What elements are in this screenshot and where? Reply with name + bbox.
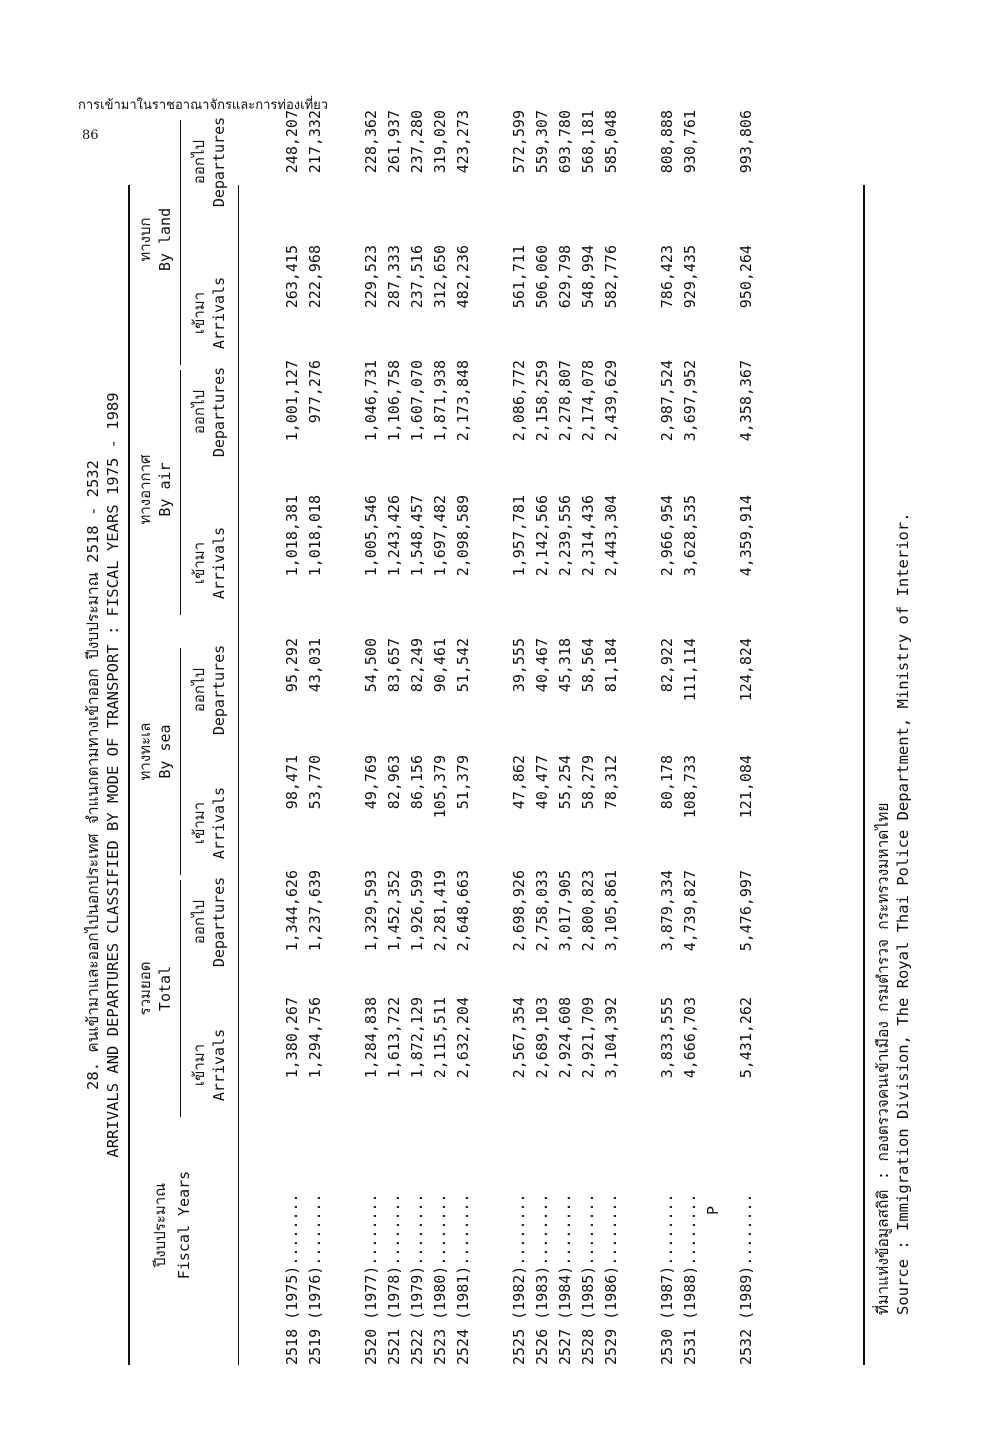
table-cell: 2,086,772: [510, 360, 528, 442]
table-cell: 1,243,426: [385, 495, 403, 577]
table-cell: 47,862: [510, 755, 528, 810]
table-cell: 4,666,703: [681, 997, 699, 1079]
row-label: 2530 (1987)........: [658, 1193, 676, 1365]
table-cell: 2,278,807: [556, 360, 574, 442]
table-cell: 582,776: [602, 245, 620, 309]
year-header-thai: ปีงบประมาณ: [151, 1182, 169, 1268]
table-cell: 2,648,663: [454, 870, 472, 952]
table-cell: 585,048: [602, 110, 620, 174]
table-cell: 2,987,524: [658, 360, 676, 442]
table-cell: 2,098,589: [454, 495, 472, 577]
arrivals-header-english: Arrivals: [210, 786, 228, 860]
table-cell: 1,294,756: [306, 997, 324, 1079]
table-cell: 51,379: [454, 755, 472, 810]
table-cell: 54,500: [362, 638, 380, 693]
table-cell: 1,018,381: [283, 495, 301, 577]
table-cell: 80,178: [658, 755, 676, 810]
table-cell: 2,439,629: [602, 360, 620, 442]
table-cell: 1,237,639: [306, 870, 324, 952]
table-cell: 2,632,204: [454, 997, 472, 1079]
table-cell: 228,362: [362, 110, 380, 174]
table-cell: 1,329,593: [362, 870, 380, 952]
table-cell: 4,739,827: [681, 870, 699, 952]
group-header-thai: ทางอากาศ: [136, 454, 154, 525]
table-cell: 2,698,926: [510, 870, 528, 952]
table-cell: 2,173,848: [454, 360, 472, 442]
table-cell: 78,312: [602, 755, 620, 810]
departures-header-english: Departures: [210, 116, 228, 208]
table-cell: 786,423: [658, 245, 676, 309]
row-label: 2525 (1982)........: [510, 1193, 528, 1365]
table-cell: 548,994: [579, 245, 597, 309]
arrivals-header-english: Arrivals: [210, 526, 228, 600]
arrivals-header-thai: เข้ามา: [190, 1043, 208, 1087]
table-cell: 263,415: [283, 245, 301, 309]
table-cell: 237,516: [408, 245, 426, 309]
table-cell: 2,314,436: [579, 495, 597, 577]
row-label: 2532 (1989)........: [737, 1193, 755, 1365]
table-cell: 55,254: [556, 755, 574, 810]
table-cell: 261,937: [385, 110, 403, 174]
table-cell: 229,523: [362, 245, 380, 309]
table-cell: 2,924,608: [556, 997, 574, 1079]
table-cell: 993,806: [737, 110, 755, 174]
group-header-english: By sea: [156, 724, 174, 779]
table-cell: 124,824: [737, 638, 755, 702]
table-cell: 248,207: [283, 110, 301, 174]
running-head: การเข้ามาในราชอาณาจักรและการท่องเที่ยว: [78, 98, 329, 113]
group-header-thai: รวมยอด: [136, 961, 154, 1016]
table-cell: 2,174,078: [579, 360, 597, 442]
table-cell: 3,628,535: [681, 495, 699, 577]
departures-header-english: Departures: [210, 366, 228, 458]
source-english: Source : Immigration Division, The Royal Thai Police Department, Ministry of Interior.: [894, 512, 912, 1315]
table-cell: 559,307: [533, 110, 551, 174]
departures-header-thai: ออกไป: [190, 139, 208, 185]
table-cell: 1,872,129: [408, 997, 426, 1079]
table-cell: 3,104,392: [602, 997, 620, 1079]
table-cell: 1,005,546: [362, 495, 380, 577]
table-cell: 693,780: [556, 110, 574, 174]
row-label: 2522 (1979)........: [408, 1193, 426, 1365]
arrivals-header-thai: เข้ามา: [190, 541, 208, 585]
header-rule: [238, 185, 239, 1365]
table-cell: 287,333: [385, 245, 403, 309]
table-cell: 319,020: [431, 110, 449, 174]
table-cell: 2,966,954: [658, 495, 676, 577]
departures-header-english: Departures: [210, 644, 228, 736]
table-cell: 572,599: [510, 110, 528, 174]
row-label: 2519 (1976)........: [306, 1193, 324, 1365]
table-cell: 950,264: [737, 245, 755, 309]
table-title-thai: 28. คนเข้ามาและออกไปนอกประเทศ จำแนกตามทางเข้าออก ปีงบประมาณ 2518 - 2532: [84, 460, 102, 1090]
table-cell: 108,733: [681, 755, 699, 819]
table-cell: 105,379: [431, 755, 449, 819]
arrivals-header-english: Arrivals: [210, 276, 228, 350]
departures-header-thai: ออกไป: [190, 899, 208, 945]
table-cell: 1,018,018: [306, 495, 324, 577]
table-cell: 222,968: [306, 245, 324, 309]
table-cell: 3,017,905: [556, 870, 574, 952]
table-cell: 5,476,997: [737, 870, 755, 952]
departures-header-thai: ออกไป: [190, 667, 208, 713]
table-cell: 1,106,758: [385, 360, 403, 442]
page-number: 86: [82, 128, 99, 143]
group-header-thai: ทางทะเล: [136, 722, 154, 781]
table-cell: 82,922: [658, 638, 676, 693]
table-cell: 43,031: [306, 638, 324, 693]
table-cell: 51,542: [454, 638, 472, 693]
row-label: 2526 (1983)........: [533, 1193, 551, 1365]
table-cell: 95,292: [283, 638, 301, 693]
rotated-table: [78, 110, 938, 1365]
table-cell: 2,758,033: [533, 870, 551, 952]
row-label: 2527 (1984)........: [556, 1193, 574, 1365]
table-cell: 2,921,709: [579, 997, 597, 1079]
table-cell: 482,236: [454, 245, 472, 309]
preliminary-marker: P: [704, 1205, 722, 1215]
table-cell: 237,280: [408, 110, 426, 174]
table-cell: 1,380,267: [283, 997, 301, 1079]
departures-header-thai: ออกไป: [190, 389, 208, 435]
table-cell: 217,332: [306, 110, 324, 174]
table-cell: 2,281,419: [431, 870, 449, 952]
table-cell: 39,555: [510, 638, 528, 693]
table-cell: 1,452,352: [385, 870, 403, 952]
table-cell: 312,650: [431, 245, 449, 309]
table-cell: 1,607,070: [408, 360, 426, 442]
table-cell: 2,800,823: [579, 870, 597, 952]
table-cell: 977,276: [306, 360, 324, 424]
table-cell: 1,548,457: [408, 495, 426, 577]
table-cell: 5,431,262: [737, 997, 755, 1079]
table-cell: 86,156: [408, 755, 426, 810]
table-cell: 930,761: [681, 110, 699, 174]
row-label: 2518 (1975)........: [283, 1193, 301, 1365]
table-cell: 929,435: [681, 245, 699, 309]
table-cell: 58,279: [579, 755, 597, 810]
bottom-rule: [863, 185, 865, 1365]
table-cell: 423,273: [454, 110, 472, 174]
row-label: 2529 (1986)........: [602, 1193, 620, 1365]
year-header-english: Fiscal Years: [175, 1170, 193, 1280]
table-cell: 40,467: [533, 638, 551, 693]
table-cell: 506,060: [533, 245, 551, 309]
table-cell: 82,249: [408, 638, 426, 693]
row-label: 2528 (1985)........: [579, 1193, 597, 1365]
group-underline: [180, 120, 181, 365]
group-header-thai: ทางบก: [136, 217, 154, 262]
table-cell: 568,181: [579, 110, 597, 174]
table-cell: 1,001,127: [283, 360, 301, 442]
table-cell: 2,239,556: [556, 495, 574, 577]
table-cell: 45,318: [556, 638, 574, 693]
table-cell: 2,115,511: [431, 997, 449, 1079]
arrivals-header-english: Arrivals: [210, 1028, 228, 1102]
table-cell: 83,657: [385, 638, 403, 693]
table-cell: 111,114: [681, 638, 699, 702]
row-label: 2521 (1978)........: [385, 1193, 403, 1365]
table-cell: 4,358,367: [737, 360, 755, 442]
group-underline: [180, 880, 181, 1117]
table-cell: 98,471: [283, 755, 301, 810]
table-cell: 1,957,781: [510, 495, 528, 577]
table-cell: 3,879,334: [658, 870, 676, 952]
table-cell: 82,963: [385, 755, 403, 810]
table-cell: 3,105,861: [602, 870, 620, 952]
table-cell: 1,613,722: [385, 997, 403, 1079]
table-cell: 2,443,304: [602, 495, 620, 577]
table-cell: 121,084: [737, 755, 755, 819]
table-cell: 2,689,103: [533, 997, 551, 1079]
table-cell: 40,477: [533, 755, 551, 810]
table-cell: 2,567,354: [510, 997, 528, 1079]
table-cell: 3,697,952: [681, 360, 699, 442]
table-cell: 3,833,555: [658, 997, 676, 1079]
arrivals-header-thai: เข้ามา: [190, 801, 208, 845]
row-label: 2531 (1988)........: [681, 1193, 699, 1365]
table-cell: 1,697,482: [431, 495, 449, 577]
row-label: 2524 (1981)........: [454, 1193, 472, 1365]
group-underline: [180, 370, 181, 615]
table-cell: 1,344,626: [283, 870, 301, 952]
table-cell: 58,564: [579, 638, 597, 693]
table-cell: 1,046,731: [362, 360, 380, 442]
group-header-english: Total: [156, 965, 174, 1012]
arrivals-header-thai: เข้ามา: [190, 291, 208, 335]
table-cell: 2,142,566: [533, 495, 551, 577]
group-underline: [180, 648, 181, 875]
group-header-english: By air: [156, 462, 174, 517]
row-label: 2523 (1980)........: [431, 1193, 449, 1365]
group-header-english: By land: [156, 207, 174, 272]
table-cell: 90,461: [431, 638, 449, 693]
table-cell: 53,770: [306, 755, 324, 810]
table-cell: 1,926,599: [408, 870, 426, 952]
table-cell: 1,284,838: [362, 997, 380, 1079]
table-cell: 49,769: [362, 755, 380, 810]
departures-header-english: Departures: [210, 876, 228, 968]
top-rule: [128, 185, 130, 1365]
table-cell: 629,798: [556, 245, 574, 309]
table-cell: 4,359,914: [737, 495, 755, 577]
table-cell: 81,184: [602, 638, 620, 693]
table-cell: 1,871,938: [431, 360, 449, 442]
table-title-english: ARRIVALS AND DEPARTURES CLASSIFIED BY MODE OF TRANSPORT : FISCAL YEARS 1975 - 1989: [104, 392, 122, 1158]
source-thai: ที่มาแห่งข้อมูลสถิติ : กองตรวจคนเข้าเมือง กรมตำรวจ กระทรวงมหาดไทย: [874, 802, 892, 1315]
row-label: 2520 (1977)........: [362, 1193, 380, 1365]
table-cell: 561,711: [510, 245, 528, 309]
table-cell: 2,158,259: [533, 360, 551, 442]
table-cell: 808,888: [658, 110, 676, 174]
